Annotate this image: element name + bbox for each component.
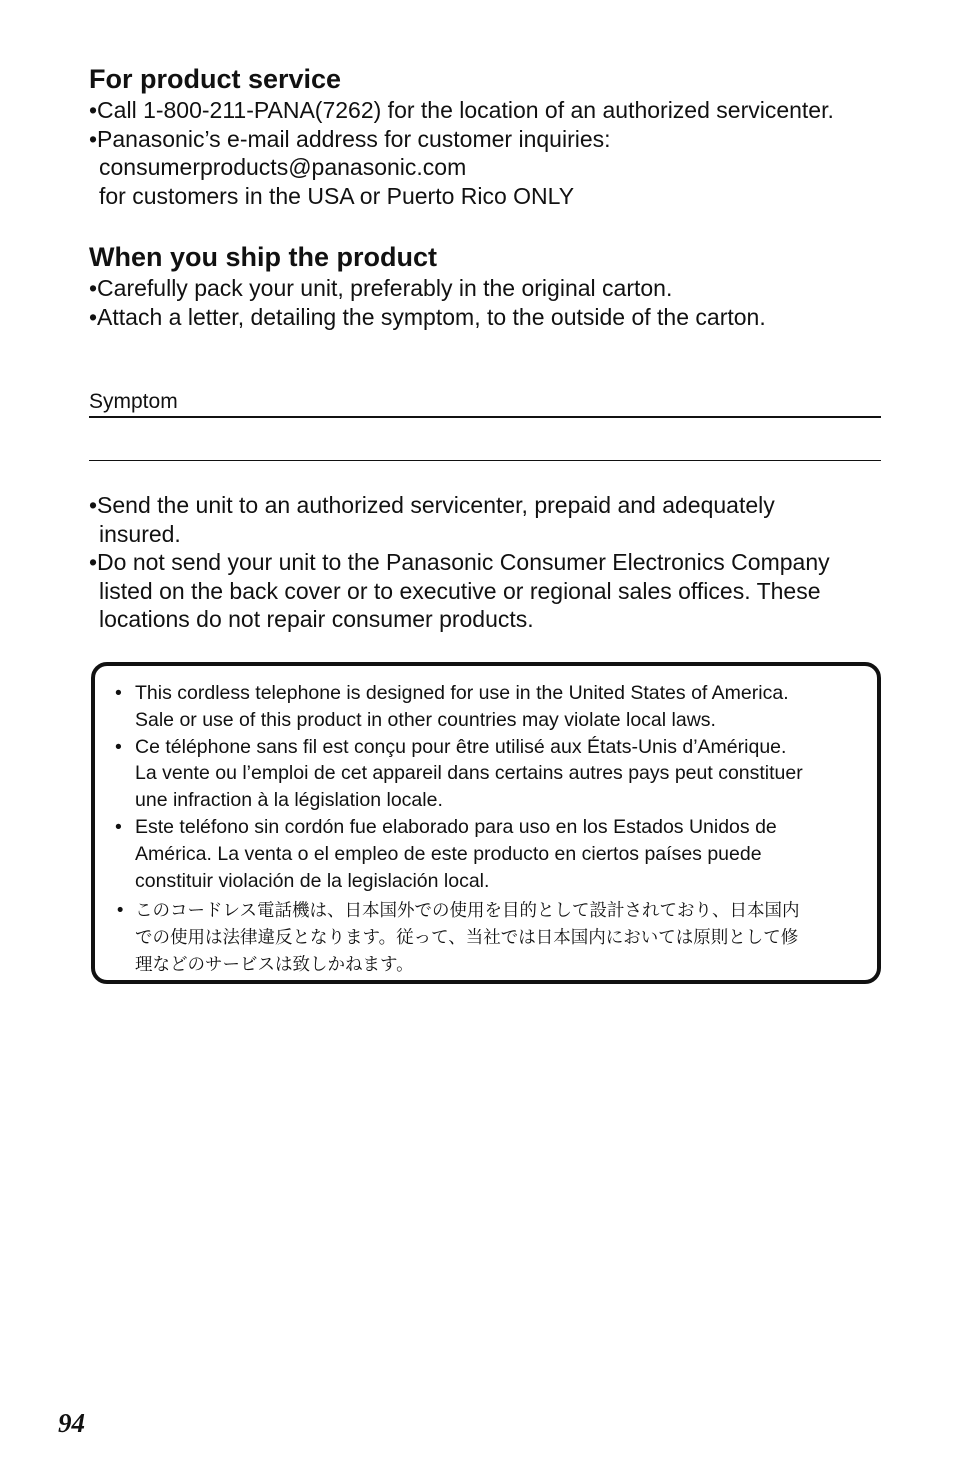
ship-pack-bullet: •Carefully pack your unit, preferably in the original carton. [89,275,673,301]
ship-letter-bullet: •Attach a letter, detailing the symptom, to the outside of the carton. [89,303,766,330]
product-service-text [89,96,834,210]
service-email-bullet: •Panasonic’s e-mail address for customer inquiries: [89,125,611,152]
bullet-marker: • [115,735,122,758]
notice-en-line: Sale or use of this product in other countries may violate local laws. [135,708,716,731]
section-heading-ship-product: When you ship the product [89,242,437,272]
send-servicenter-bullet: •Send the unit to an authorized servicenter, prepaid and adequately [89,492,775,518]
symptom-line-1 [89,416,881,418]
notice-item-french [113,734,869,814]
notice-item-japanese [113,898,869,978]
section-heading-product-service: For product service [89,64,342,94]
service-email-address: consumerproducts@panasonic.com [99,154,467,180]
notice-jp-line: 理などのサービスは致しかねます。 [135,954,414,975]
symptom-line-2 [89,460,881,461]
notice-jp-line: での使用は法律違反となります。従って、当社では日本国内においては原則として修 [135,928,799,949]
bullet-marker: • [115,901,126,922]
page-number: 94 [58,1408,85,1438]
notice-es-line: constituir violación de la legislación local. [135,869,490,892]
notice-fr-line: Ce téléphone sans fil est conçu pour être utilisé aux États-Unis d’Amérique. [135,735,787,758]
send-servicenter-bullet-cont: insured. [99,520,181,547]
service-call-bullet: •Call 1-800-211-PANA(7262) for the location of an authorized servicenter. [89,97,834,123]
send-do-not-bullet-cont-1: listed on the back cover or to executive or regional sales offices. These [99,577,821,604]
notice-item-english [113,680,869,734]
notice-es-line: América. La venta o el empleo de este producto en ciertos países puede [135,842,762,865]
notice-fr-line: une infraction à la législation locale. [135,789,443,812]
send-do-not-bullet-cont-2: locations do not repair consumer products. [99,606,534,632]
notice-item-spanish [113,814,869,894]
notice-es-line: Este teléfono sin cordón fue elaborado para uso en los Estados Unidos de [135,815,777,838]
usage-restriction-notice-box [91,662,881,984]
service-email-note: for customers in the USA or Puerto Rico ONLY [99,182,575,209]
bullet-marker: • [115,815,122,838]
send-do-not-bullet: •Do not send your unit to the Panasonic Consumer Electronics Company [89,549,830,575]
notice-fr-line: La vente ou l’emploi de cet appareil dans certains autres pays peut constituer [135,762,803,785]
ship-product-text [89,274,766,331]
notice-jp-line: このコードレス電話機は、日本国外での使用を目的として設計されており、日本国内 [135,901,800,922]
notice-list [113,680,869,979]
symptom-label: Symptom [89,390,178,413]
bullet-marker: • [115,682,122,704]
notice-en-line: This cordless telephone is designed for use in the United States of America. [135,682,789,704]
send-unit-text [89,491,830,634]
